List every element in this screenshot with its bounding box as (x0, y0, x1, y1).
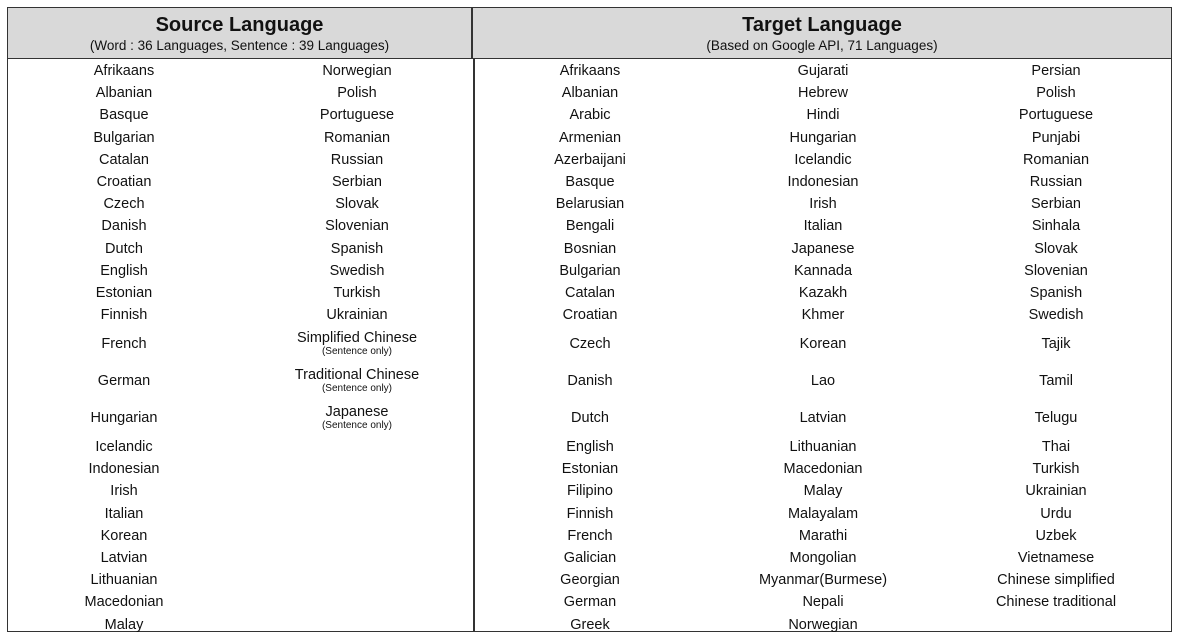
language-name: Catalan (99, 151, 149, 168)
language-name: Estonian (95, 285, 153, 301)
language-cell (941, 130, 1171, 146)
language-cell (9, 130, 239, 146)
language-name: Latvian (100, 550, 148, 566)
language-name: Swedish (329, 262, 385, 279)
language-name: Myanmar(Burmese) (758, 572, 888, 589)
language-name: Croatian (562, 307, 618, 324)
language-cell (941, 152, 1171, 168)
language-name: Nepali (802, 594, 844, 611)
language-name: Spanish (1029, 285, 1083, 301)
language-name: Kazakh (798, 285, 848, 301)
language-name: Slovenian (325, 218, 389, 235)
language-cell (941, 572, 1171, 588)
language-name: Albanian (561, 85, 619, 102)
language-cell (475, 461, 705, 477)
language-name: Irish (809, 196, 837, 213)
language-cell (475, 410, 705, 426)
language-cell (475, 174, 705, 190)
language-cell (708, 373, 938, 389)
language-cell (708, 572, 938, 588)
language-cell (242, 367, 472, 395)
language-cell (9, 85, 239, 101)
language-name: Hebrew (798, 85, 848, 102)
language-name: Estonian (561, 461, 619, 478)
language-name: Azerbaijani (554, 151, 626, 168)
language-name: Czech (569, 336, 611, 352)
language-cell (242, 152, 472, 168)
language-cell (475, 373, 705, 389)
language-cell (475, 85, 705, 101)
target-language-header (473, 8, 1171, 59)
language-cell (475, 107, 705, 123)
language-name: Hungarian (90, 410, 158, 426)
language-name: Finnish (100, 307, 148, 324)
language-cell (9, 241, 239, 257)
language-cell (475, 483, 705, 499)
language-cell (475, 528, 705, 544)
source-language-subtitle: (Word : 36 Languages, Sentence : 39 Languages) (89, 38, 390, 53)
language-cell (708, 285, 938, 301)
language-name: Indonesian (787, 174, 859, 190)
language-cell (9, 307, 239, 323)
language-name: Polish (337, 85, 377, 102)
language-cell (941, 336, 1171, 352)
language-name: Bulgarian (93, 129, 155, 146)
source-language-title: Source Language (155, 14, 324, 36)
language-cell (941, 307, 1171, 323)
language-cell (941, 196, 1171, 212)
language-cell (941, 107, 1171, 123)
language-cell (708, 307, 938, 323)
language-name: Malayalam (787, 505, 859, 522)
language-cell (242, 307, 472, 323)
language-name: Icelandic (95, 439, 153, 455)
language-name: Tajik (1041, 336, 1071, 352)
language-name: English (566, 439, 614, 455)
language-cell (9, 410, 239, 426)
language-name: Danish (567, 373, 613, 389)
language-cell (9, 594, 239, 610)
language-name: German (97, 373, 151, 389)
language-cell (708, 63, 938, 79)
language-name: Japanese (325, 404, 389, 420)
language-name: Korean (799, 336, 847, 352)
language-cell (242, 241, 472, 257)
language-name: Serbian (1031, 196, 1081, 213)
language-cell (475, 152, 705, 168)
language-name: Mongolian (789, 550, 857, 566)
language-name: Romanian (1022, 151, 1090, 168)
language-cell (242, 107, 472, 123)
language-cell (708, 152, 938, 168)
language-name: Latvian (799, 410, 847, 426)
language-name: Telugu (1034, 410, 1078, 426)
language-cell (475, 63, 705, 79)
language-cell (475, 196, 705, 212)
language-cell (9, 439, 239, 455)
language-cell (708, 410, 938, 426)
language-cell (9, 550, 239, 566)
language-cell (708, 218, 938, 234)
language-cell (941, 594, 1171, 610)
language-name: Dutch (105, 240, 143, 257)
language-name: Russian (330, 151, 384, 168)
language-name: Simplified Chinese (296, 330, 418, 346)
language-cell (475, 307, 705, 323)
language-cell (242, 63, 472, 79)
language-cell (708, 336, 938, 352)
language-cell (9, 461, 239, 477)
language-name: Urdu (1040, 505, 1072, 522)
language-cell (941, 85, 1171, 101)
language-cell (941, 410, 1171, 426)
language-name: Basque (99, 107, 149, 124)
language-name: Norwegian (322, 63, 392, 79)
language-cell (941, 528, 1171, 544)
language-name: Slovenian (1024, 262, 1088, 279)
language-name: Indonesian (88, 461, 160, 478)
language-cell (242, 85, 472, 101)
language-name: Slovak (1034, 240, 1078, 257)
language-name: Hindi (806, 107, 840, 124)
language-cell (708, 550, 938, 566)
language-name: Finnish (566, 505, 614, 522)
language-cell (941, 241, 1171, 257)
language-name: Korean (100, 527, 148, 544)
language-name: Spanish (330, 240, 384, 257)
language-cell (475, 594, 705, 610)
language-cell (708, 483, 938, 499)
language-name: Malay (104, 616, 144, 633)
language-cell (242, 218, 472, 234)
language-cell (708, 617, 938, 633)
language-name: Macedonian (783, 461, 863, 478)
language-name: Icelandic (794, 151, 852, 168)
language-cell (941, 63, 1171, 79)
language-name: Sinhala (1031, 218, 1081, 235)
language-note: (Sentence only) (321, 383, 393, 394)
language-cell (708, 241, 938, 257)
language-cell (708, 461, 938, 477)
language-name: Macedonian (84, 594, 164, 611)
language-cell (941, 285, 1171, 301)
language-name: Tamil (1039, 373, 1073, 389)
language-cell (941, 461, 1171, 477)
language-cell (475, 617, 705, 633)
language-cell (941, 174, 1171, 190)
language-name: Albanian (95, 85, 153, 102)
language-name: Bosnian (563, 240, 617, 257)
language-cell (242, 130, 472, 146)
language-cell (9, 174, 239, 190)
language-name: Persian (1031, 63, 1081, 79)
language-name: Bengali (565, 218, 615, 235)
language-name: Arabic (569, 107, 611, 124)
language-cell (9, 196, 239, 212)
language-name: Georgian (560, 572, 620, 589)
language-cell (475, 572, 705, 588)
language-name: Afrikaans (93, 63, 155, 79)
language-cell (9, 263, 239, 279)
language-name: German (563, 594, 617, 611)
language-cell (475, 218, 705, 234)
language-cell (242, 196, 472, 212)
language-name: French (567, 527, 613, 544)
language-name: Basque (565, 174, 615, 190)
language-cell (242, 263, 472, 279)
language-cell (9, 528, 239, 544)
language-name: Dutch (571, 410, 609, 426)
language-cell (9, 506, 239, 522)
language-cell (708, 85, 938, 101)
language-name: Lithuanian (789, 439, 857, 455)
language-name: Galician (563, 550, 617, 566)
language-cell (941, 263, 1171, 279)
language-cell (708, 439, 938, 455)
language-cell (475, 336, 705, 352)
language-cell (9, 285, 239, 301)
language-name: Norwegian (788, 616, 858, 633)
language-cell (9, 107, 239, 123)
language-name: Turkish (333, 285, 381, 301)
language-cell (242, 404, 472, 432)
language-name: Russian (1029, 174, 1083, 190)
language-cell (475, 285, 705, 301)
language-cell (708, 196, 938, 212)
target-language-subtitle: (Based on Google API, 71 Languages) (706, 38, 938, 53)
language-name: Slovak (335, 196, 379, 213)
language-cell (9, 483, 239, 499)
language-name: Portuguese (1018, 107, 1094, 124)
language-cell (708, 263, 938, 279)
language-name: Romanian (323, 129, 391, 146)
target-language-title: Target Language (742, 14, 902, 36)
language-cell (708, 594, 938, 610)
language-name: Filipino (567, 483, 613, 500)
language-cell (9, 572, 239, 588)
language-name: Serbian (332, 174, 382, 190)
language-name: Bulgarian (559, 262, 621, 279)
language-cell (475, 506, 705, 522)
language-name: Malay (803, 483, 843, 500)
language-name: English (100, 262, 148, 279)
language-name: Irish (110, 483, 138, 500)
language-cell (941, 439, 1171, 455)
language-cell (708, 174, 938, 190)
language-name: Ukrainian (326, 307, 388, 324)
language-cell (475, 263, 705, 279)
language-cell (242, 285, 472, 301)
language-table (7, 7, 1172, 632)
language-name: Lithuanian (90, 572, 158, 589)
language-note: (Sentence only) (321, 420, 393, 431)
language-name: Hungarian (789, 129, 857, 146)
language-name: French (101, 336, 147, 352)
language-name: Polish (1036, 85, 1076, 102)
language-cell (708, 506, 938, 522)
language-name: Ukrainian (1025, 483, 1087, 500)
language-name: Vietnamese (1017, 550, 1095, 566)
language-name: Catalan (565, 285, 615, 301)
language-name: Chinese simplified (997, 572, 1115, 589)
language-name: Danish (101, 218, 147, 235)
language-name: Belarusian (555, 196, 625, 213)
language-cell (941, 218, 1171, 234)
language-name: Kannada (793, 262, 853, 279)
language-cell (9, 617, 239, 633)
language-cell (708, 107, 938, 123)
language-name: Turkish (1032, 461, 1080, 478)
language-name: Marathi (798, 527, 848, 544)
language-note: (Sentence only) (321, 346, 393, 357)
language-cell (242, 330, 472, 358)
language-cell (941, 373, 1171, 389)
language-name: Croatian (96, 174, 152, 190)
language-name: Khmer (801, 307, 845, 324)
language-cell (475, 130, 705, 146)
language-cell (9, 373, 239, 389)
language-cell (9, 63, 239, 79)
language-cell (941, 483, 1171, 499)
language-cell (9, 152, 239, 168)
language-name: Thai (1041, 439, 1071, 455)
language-cell (475, 550, 705, 566)
language-name: Lao (810, 373, 836, 389)
language-name: Portuguese (319, 107, 395, 124)
language-name: Italian (803, 218, 843, 235)
language-name: Chinese traditional (995, 594, 1117, 611)
language-cell (242, 174, 472, 190)
language-name: Traditional Chinese (294, 367, 420, 383)
language-name: Afrikaans (559, 63, 621, 79)
language-cell (941, 506, 1171, 522)
language-name: Japanese (791, 240, 855, 257)
language-name: Uzbek (1035, 527, 1077, 544)
language-name: Italian (104, 505, 144, 522)
language-name: Greek (570, 616, 610, 633)
language-cell (9, 218, 239, 234)
language-name: Gujarati (797, 63, 849, 79)
language-cell (475, 241, 705, 257)
language-name: Swedish (1028, 307, 1084, 324)
language-cell (708, 528, 938, 544)
language-cell (708, 130, 938, 146)
language-cell (9, 336, 239, 352)
language-cell (941, 550, 1171, 566)
language-name: Armenian (558, 129, 622, 146)
language-name: Punjabi (1031, 129, 1081, 146)
language-cell (475, 439, 705, 455)
source-language-header (8, 8, 473, 59)
language-name: Czech (103, 196, 145, 213)
